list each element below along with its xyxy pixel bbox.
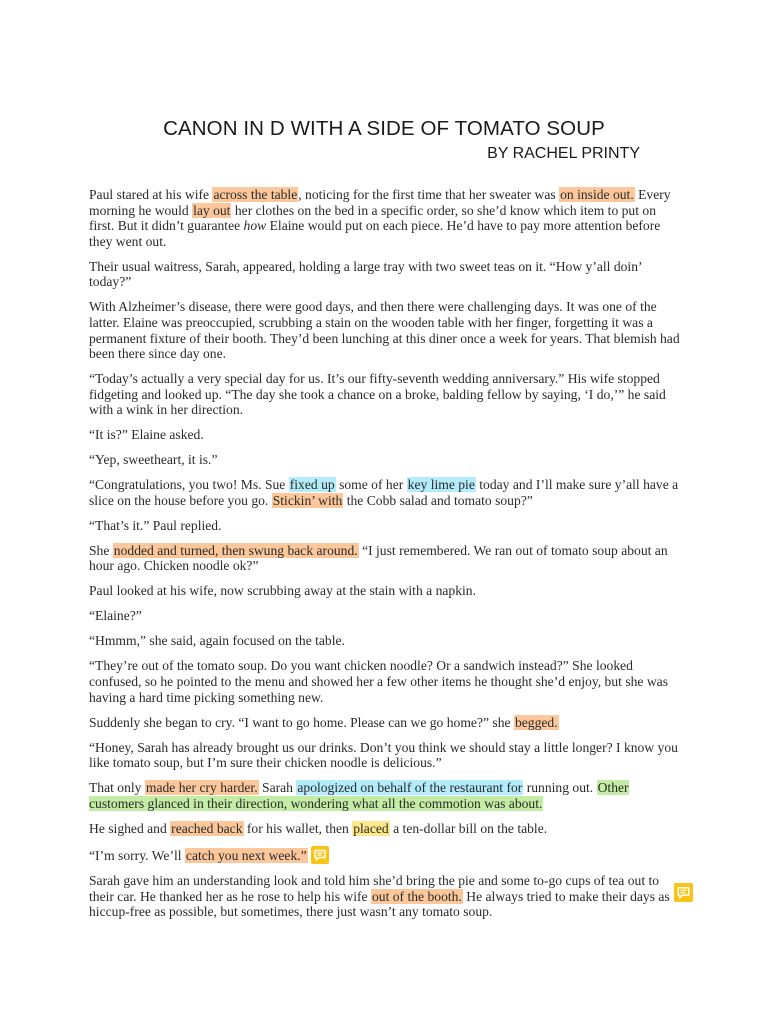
highlight-orange[interactable]: made her cry harder. [145, 780, 258, 796]
paragraph-7: “Congratulations, you two! Ms. Sue fixed up some of her key lime pie today and I’ll make sure y’all have a slice on the house before you go. Stickin’ with the Cobb salad and tomato soup?” [89, 477, 679, 508]
paragraph-18: “I’m sorry. We’ll catch you next week.” [89, 846, 681, 864]
highlight-orange[interactable]: catch you next week.” [185, 847, 307, 863]
paragraph-17: He sighed and reached back for his wallet, then placed a ten-dollar bill on the table. [89, 820, 548, 836]
paragraph-3: With Alzheimer’s disease, there were good days, and then there were challenging days. It was one of the latter. Elaine was preoccupied, scrubbing a stain on the wooden table with her finger, forgetting it was a permanent fixture of their booth. They’d been lunching at this diner once a week for years. That blemish had been there since day one. [89, 299, 680, 362]
paragraph-4: “Today’s actually a very special day for us. It’s our fifty-seventh wedding anniversary.” His wife stopped fidgeting and looked up. “The day she took a chance on a broke, balding fellow by saying, ‘I do,’” he said with a wink in her direction. [89, 371, 666, 418]
paragraph-11: “Elaine?” [89, 608, 142, 624]
paragraph-14: Suddenly she began to cry. “I want to go home. Please can we go home?” she begged. [89, 714, 558, 730]
comment-note-icon[interactable] [674, 883, 693, 902]
highlight-orange[interactable]: begged. [514, 714, 558, 730]
highlight-orange[interactable]: nodded and turned, then swung back around. [113, 542, 358, 558]
paragraph-1: Paul stared at his wife across the table, noticing for the first time that her sweater was on inside out. Every morning he would lay out her clothes on the bed in a specific order, so she’d know which item to put on first. But it didn’t guarantee how Elaine would put on each piece. He’d have to pay more attention before they went out. [89, 187, 671, 249]
paragraph-12: “Hmmm,” she said, again focused on the table. [89, 633, 345, 649]
paragraph-8: “That’s it.” Paul replied. [89, 517, 222, 533]
story-title: CANON IN D WITH A SIDE OF TOMATO SOUP [163, 117, 605, 140]
paragraph-13: “They’re out of the tomato soup. Do you want chicken noodle? Or a sandwich instead?” She looked confused, so he pointed to the menu and showed her a few other items he thought she’d enjoy, but she was having a hard time picking something new. [89, 658, 668, 705]
paragraph-19: Sarah gave him an understanding look and told him she’d bring the pie and some to-go cups of tea out to their car. He thanked her as he rose to help his wife out of the booth. He always tried to make their days as hiccup-free as possible, but sometimes, there just wasn’t any tomato soup. [89, 873, 670, 920]
paragraph-16: That only made her cry harder. Sarah apologized on behalf of the restaurant for running out. Other customers glanced in their direction, wondering what all the commotion was about. [89, 780, 629, 811]
highlight-orange[interactable]: lay out [193, 202, 231, 218]
paragraph-15: “Honey, Sarah has already brought us our drinks. Don’t you think we should stay a little longer? I know you like tomato soup, but I’m sure their chicken noodle is delicious.” [89, 739, 678, 771]
highlight-orange[interactable]: out of the booth. [371, 888, 462, 904]
paragraph-2: Their usual waitress, Sarah, appeared, holding a large tray with two sweet teas on it. “How y’all doin’ today?” [89, 258, 642, 290]
story-body [89, 187, 681, 929]
paragraph-9: She nodded and turned, then swung back around. “I just remembered. We ran out of tomato soup about an hour ago. Chicken noodle ok?” [89, 542, 668, 574]
highlight-orange[interactable]: reached back [171, 820, 243, 836]
paragraph-6: “Yep, sweetheart, it is.” [89, 452, 218, 468]
paragraph-5: “It is?” Elaine asked. [89, 427, 204, 443]
highlight-blue[interactable]: apologized on behalf of the restaurant for [297, 780, 523, 796]
highlight-blue[interactable]: fixed up [289, 477, 335, 493]
paragraph-10: Paul looked at his wife, now scrubbing away at the stain with a napkin. [89, 583, 476, 599]
highlight-orange[interactable]: across the table [213, 187, 298, 202]
highlight-yellow[interactable]: placed [353, 820, 389, 836]
highlight-green[interactable]: Other customers glanced in their direction, wondering what all the commotion was about. [89, 780, 629, 811]
highlight-orange[interactable]: Stickin’ with [272, 492, 343, 508]
highlight-orange[interactable]: on inside out. [560, 187, 634, 202]
comment-note-icon[interactable] [311, 846, 329, 864]
story-byline: BY RACHEL PRINTY [487, 145, 640, 162]
highlight-blue[interactable]: key lime pie [407, 477, 475, 493]
